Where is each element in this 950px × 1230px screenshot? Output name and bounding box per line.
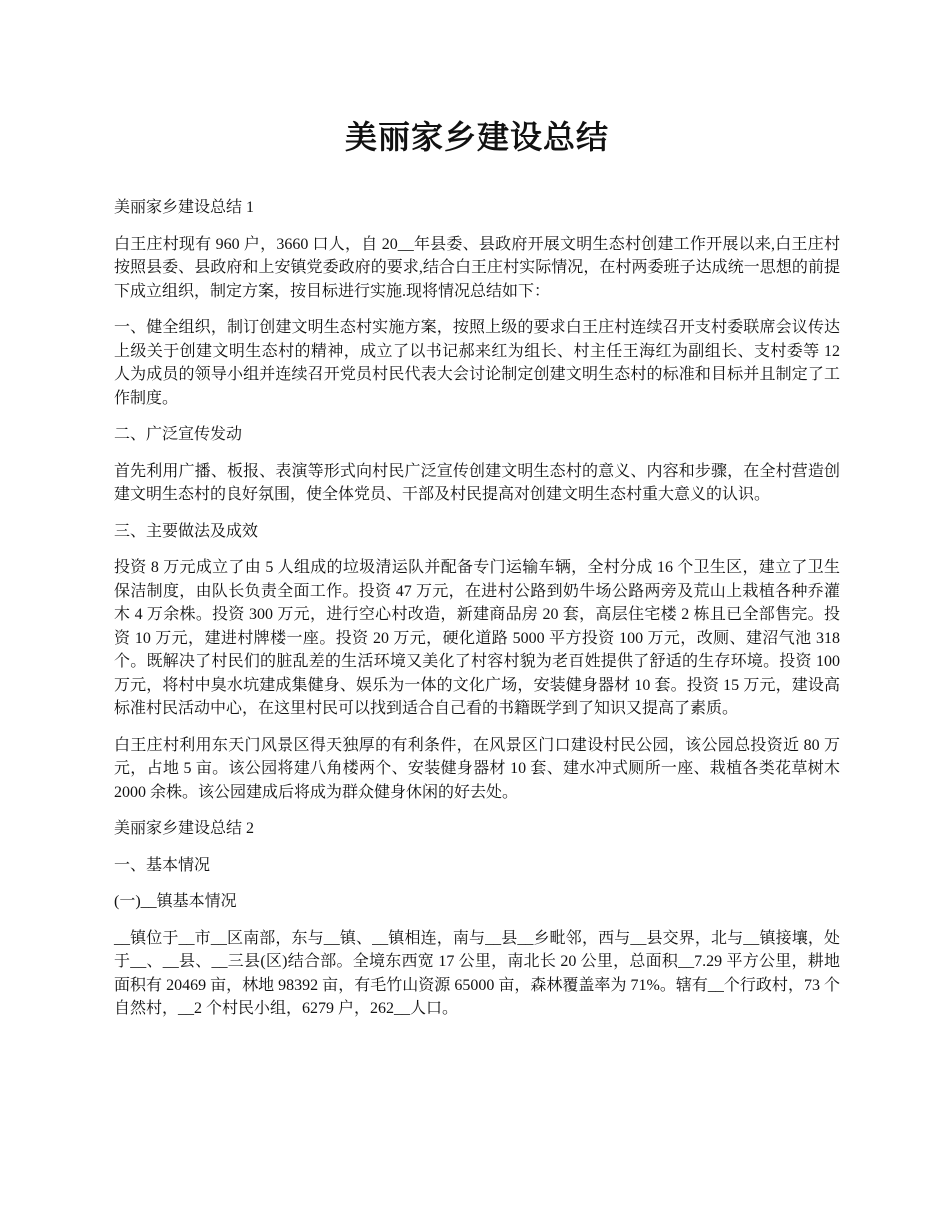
section-heading-summary-1: 美丽家乡建设总结 1 [114,199,255,216]
paragraph-park: 白王庄村利用东天门风景区得天独厚的有利条件，在风景区门口建设村民公园，该公园总投资近 80 万元，占地 5 亩。该公园将建八角楼两个、安装健身器材 10 套、建水冲式厕所一座、栽植各类花草树木 2000 余株。该公园建成后将成为群众健身休闲的好去处。 [114,736,840,801]
document-page [114,108,840,1034]
subheading-measures: 三、主要做法及成效 [114,522,259,540]
paragraph-intro: 白王庄村现有 960 户，3660 口人，自 20__年县委、县政府开展文明生态村创建工作开展以来,白王庄村按照县委、县政府和上安镇党委政府的要求,结合白王庄村实际情况，在村两委班子达成统一思想的前提下成立组织，制定方案，按目标进行实施.现将情况总结如下： [114,235,840,300]
paragraph-publicity: 首先利用广播、板报、表演等形式向村民广泛宣传创建文明生态村的意义、内容和步骤，在全村营造创建文明生态村的良好氛围，使全体党员、干部及村民提高对创建文明生态村重大意义的认识。 [114,462,840,503]
section-heading-summary-2: 美丽家乡建设总结 2 [114,820,255,837]
paragraph-measures: 投资 8 万元成立了由 5 人组成的垃圾清运队并配备专门运输车辆，全村分成 16 个卫生区，建立了卫生保洁制度，由队长负责全面工作。投资 47 万元，在进村公路到奶牛场公路两旁及荒山上栽植各种乔灌木 4 万余株。投资 300 万元，进行空心村改造，新建商品房 20 套，高层住宅楼 2 栋且已全部售完。投资 10 万元，建进村牌楼一座。投资 20 万元，硬化道路 5000 平方投资 100 万元，改厕、建沼气池 318 个。既解决了村民们的脏乱差的生活环境又美化了村容村貌为老百姓提供了舒适的生存环境。投资 100 万元，将村中臭水坑建成集健身、娱乐为一体的文化广场，安装健身器材 10 套。投资 15 万元，建设高标准村民活动中心，在这里村民可以找到适合自己看的书籍既学到了知识又提高了素质。 [114,559,840,717]
subheading-basic-situation: 一、基本情况 [114,856,211,874]
paragraph-organization: 一、健全组织，制订创建文明生态村实施方案，按照上级的要求白王庄村连续召开支村委联席会议传达上级关于创建文明生态村的精神，成立了以书记郝来红为组长、村主任王海红为副组长、支村委等 12 人为成员的领导小组并连续召开党员村民代表大会讨论制定创建文明生态村的标准和目标并且制定了工作制度。 [114,319,840,407]
paragraph-town-overview: __镇位于__市__区南部，东与__镇、__镇相连，南与__县__乡毗邻，西与__县交界，北与__镇接壤，处于__、__县、__三县(区)结合部。全境东西宽 17 公里，南北长 20 公里，总面积__7.29 平方公里，耕地面积有 20469 亩，林地 98392 亩，有毛竹山资源 65000 亩，森林覆盖率为 71%。辖有__个行政村，73 个自然村，__2 个村民小组，6279 户，262__人口。 [114,929,840,1017]
subheading-town-situation: (一)__镇基本情况 [114,893,237,910]
subheading-publicity: 二、广泛宣传发动 [114,426,243,443]
page-title: 美丽家乡建设总结 [344,119,609,155]
